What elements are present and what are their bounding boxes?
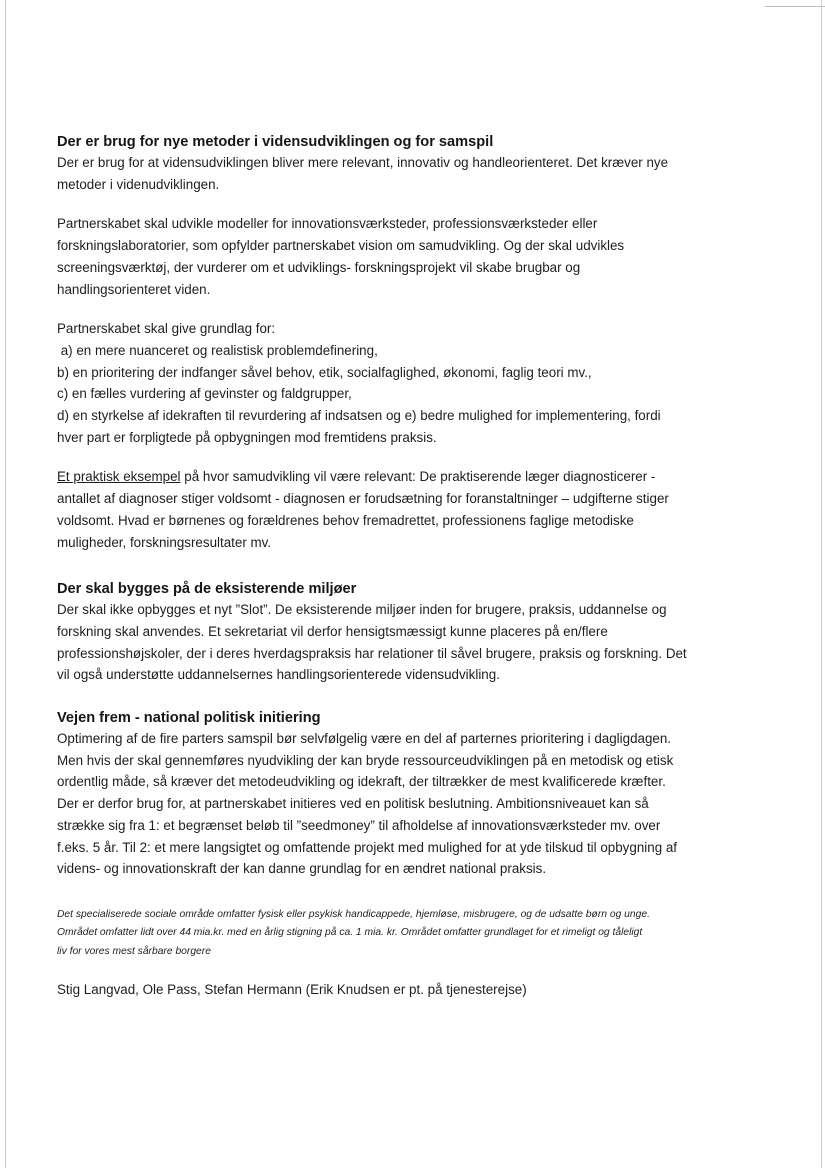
text-line: screeningsværktøj, der vurderer om et udviklings- forskningsprojekt vil skabe brugbar og bbox=[57, 259, 581, 275]
section-heading: Der skal bygges på de eksisterende miljøer bbox=[57, 581, 357, 598]
text-line: Der skal ikke opbygges et nyt ”Slot”. De eksisterende miljøer inden for brugere, praksis, uddannelse og bbox=[57, 602, 667, 618]
footnote-line: Det specialiserede sociale område omfatter fysisk eller psykisk handicappede, hjemløse, misbrugere, og de udsatte børn og unge. bbox=[57, 908, 650, 920]
example-first-line: på hvor samudvikling vil være relevant: De praktiserende læger diagnosticerer - bbox=[180, 469, 656, 485]
text-line: handlingsorienteret viden. bbox=[57, 281, 211, 297]
list-item: c) en fælles vurdering af gevinster og faldgrupper, bbox=[57, 386, 352, 402]
scan-edge-left bbox=[5, 0, 6, 1168]
list-item: hver part er forpligtede på opbygningen mod fremtidens praksis. bbox=[57, 429, 437, 445]
list-intro: Partnerskabet skal give grundlag for: bbox=[57, 321, 276, 337]
list-item: d) en styrkelse af idekraften til revurdering af indsatsen og e) bedre mulighed for implementering, fordi bbox=[57, 408, 661, 424]
text-line: Der er brug for at vidensudviklingen bliver mere relevant, innovativ og handleorienteret. Det kræver nye bbox=[57, 155, 669, 170]
scan-edge-top bbox=[765, 6, 825, 7]
text-line: f.eks. 5 år. Til 2: et mere langsigtet og omfattende projekt med mulighed for at yde tilskud til opbygning af bbox=[57, 839, 678, 855]
list-item: b) en prioritering der indfanger såvel behov, etik, socialfaglighed, økonomi, faglig teori mv., bbox=[57, 364, 592, 380]
authors: Stig Langvad, Ole Pass, Stefan Hermann (Erik Knudsen er pt. på tjenesterejse) bbox=[57, 981, 527, 997]
footnote bbox=[57, 906, 717, 961]
footnote-line: Området omfatter lidt over 44 mia.kr. med en årlig stigning på ca. 1 mia. kr. Området omfatter grundlaget for et rimeligt og tåleligt bbox=[57, 927, 643, 939]
footnote-line: liv for vores mest sårbare borgere bbox=[57, 945, 211, 957]
section-existing-environments bbox=[57, 579, 717, 686]
paragraph-basis-list bbox=[57, 318, 717, 448]
section-heading: Der er brug for nye metoder i vidensudviklingen og for samspil bbox=[57, 134, 494, 150]
paragraph-practical-example bbox=[57, 466, 717, 553]
document-page bbox=[57, 132, 717, 1000]
text-line: Optimering af de fire parters samspil bør selvfølgelig være en del af parternes prioritering i dagligdagen. bbox=[57, 731, 672, 747]
text-line: vil også understøtte uddannelsernes handlingsorienterede vidensudvikling. bbox=[57, 667, 500, 683]
text-line: forskning skal anvendes. Et sekretariat vil derfor hensigtsmæssigt kunne placeres på en/flere bbox=[57, 623, 608, 639]
section-way-forward bbox=[57, 708, 717, 880]
text-line: muligheder, forskningsresultater mv. bbox=[57, 534, 272, 550]
text-line: Partnerskabet skal udvikle modeller for innovationsværksteder, professionsværksteder eller bbox=[57, 216, 598, 232]
text-line: voldsomt. Hvad er børnenes og forældrenes behov fremadrettet, professionens faglige metodiske bbox=[57, 512, 634, 528]
text-line: Men hvis der skal gennemføres nyudvikling der kan bryde ressourceudviklingen på en metodisk og etisk bbox=[57, 752, 674, 768]
text-line: metoder i videnudviklingen. bbox=[57, 176, 220, 192]
section-new-methods bbox=[57, 132, 717, 195]
section-heading: Vejen frem - national politisk initiering bbox=[57, 710, 321, 727]
text-line: forskningslaboratorier, som opfylder partnerskabet vision om samudvikling. Og der skal udvikles bbox=[57, 238, 625, 254]
text-line: ordentlig måde, så kræver det metodeudvikling og idekraft, der tiltrækker de mest kvalificerede kræfter. bbox=[57, 774, 666, 790]
list-item: a) en mere nuanceret og realistisk problemdefinering, bbox=[57, 342, 378, 358]
text-line: professionshøjskoler, der i deres hverdagspraksis har relationer til såvel brugere, praksis og forskning. Det bbox=[57, 645, 687, 661]
text-line: videns- og innovationskraft der kan danne grundlag for en ændret national praksis. bbox=[57, 861, 547, 877]
paragraph-partnership-models bbox=[57, 213, 717, 300]
text-line: strække sig fra 1: et begrænset beløb til ”seedmoney” til afholdelse af innovationsværksteder mv. over bbox=[57, 817, 661, 833]
text-line: antallet af diagnoser stiger voldsomt - diagnosen er forudsætning for foranstaltninger – udgifterne stiger bbox=[57, 491, 669, 507]
text-line: Der er derfor brug for, at partnerskabet initieres ved en politisk beslutning. Ambitionsniveauet kan så bbox=[57, 796, 649, 812]
scan-edge-right bbox=[821, 0, 822, 1168]
text-line bbox=[57, 466, 717, 488]
example-underlined: Et praktisk eksempel bbox=[57, 469, 181, 485]
